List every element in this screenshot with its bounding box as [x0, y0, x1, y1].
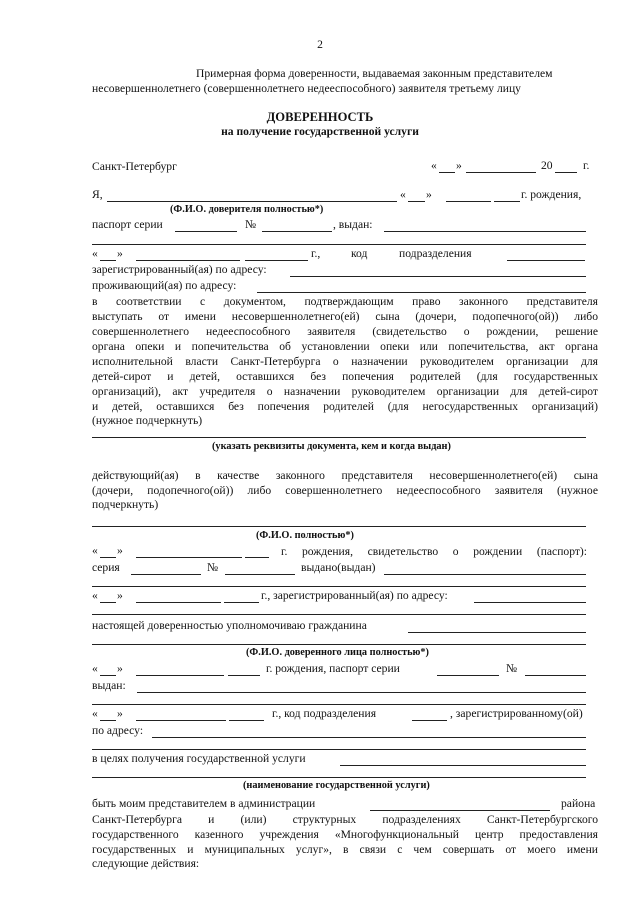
passport-series-field[interactable] — [175, 231, 237, 232]
child-name-field[interactable] — [92, 526, 586, 527]
trustee-birth-open-quote: « — [92, 662, 98, 675]
birth-year-field[interactable] — [494, 201, 520, 202]
issue-date-close-quote: » — [117, 247, 123, 260]
grantor-name-field[interactable] — [107, 201, 397, 202]
trustee-issue-month-field[interactable] — [136, 720, 226, 721]
child-address-field[interactable] — [474, 602, 586, 603]
doc-paragraph-line: и детей, оставшихся без попечения родителей (для негосударственных организаций) — [92, 400, 598, 413]
residing-label: проживающий(ая) по адресу: — [92, 279, 237, 292]
residing-address-field[interactable] — [257, 292, 586, 293]
month-field[interactable] — [466, 172, 536, 173]
day-field[interactable] — [439, 172, 455, 173]
birth-date-close-quote: » — [426, 188, 432, 201]
child-birth-month-field[interactable] — [136, 557, 242, 558]
trustee-birth-month-field[interactable] — [136, 675, 224, 676]
representative-line: государственного казенного учреждения «Многофункциональный центр предоставления — [92, 828, 598, 841]
passport-number-field[interactable] — [262, 231, 332, 232]
division-code-field[interactable] — [507, 260, 585, 261]
service-name-field-2[interactable] — [92, 777, 586, 778]
trustee-name-field[interactable] — [408, 632, 586, 633]
issue-day-field[interactable] — [100, 260, 116, 261]
trustee-issue-close-quote: » — [117, 707, 123, 720]
ya-label: Я, — [92, 188, 103, 201]
child-birth-day-field[interactable] — [100, 557, 116, 558]
child-registered-label: г., зарегистрированный(ая) по адресу: — [261, 589, 448, 602]
document-title: ДОВЕРЕННОСТЬ — [266, 110, 374, 124]
doc-paragraph-line: выступать от имени несовершеннолетнего(ей) сына (дочери, подопечного(ой)) либо — [92, 310, 598, 323]
child-birth-close-quote: » — [117, 544, 123, 557]
doc-paragraph-line: исполнительной власти Санкт-Петербурга о назначении руководителем организации для — [92, 355, 598, 368]
issue-month-field[interactable] — [136, 260, 240, 261]
doc-paragraph-line: в соответствии с документом, подтверждающим право законного представителя — [92, 295, 598, 308]
year-field[interactable] — [555, 172, 577, 173]
trustee-issue-open-quote: « — [92, 707, 98, 720]
document-subtitle: на получение государственной услуги — [221, 125, 419, 138]
issue-year-field[interactable] — [245, 260, 308, 261]
trustee-birth-close-quote: » — [117, 662, 123, 675]
child-issue-month-field[interactable] — [136, 602, 221, 603]
child-issued-by-field[interactable] — [384, 574, 586, 575]
year-prefix: 20 — [541, 159, 553, 172]
representative-line-right: района — [561, 797, 596, 810]
trustee-birth-day-field[interactable] — [100, 675, 116, 676]
caption-document: (указать реквизиты документа, кем и когда выдан) — [212, 441, 451, 452]
child-birth-year-field[interactable] — [245, 557, 269, 558]
child-address-field-2[interactable] — [92, 614, 586, 615]
child-number-field[interactable] — [225, 574, 295, 575]
trustee-issued-by-field[interactable] — [137, 692, 586, 693]
trustee-address-field-2[interactable] — [92, 749, 586, 750]
representative-line: государственных и муниципальных услуг», в связи с чем совершать от моего имени — [92, 843, 598, 856]
born-suffix: г. рождения, — [521, 188, 582, 201]
registered-label: зарегистрированный(ая) по адресу: — [92, 263, 267, 276]
trustee-birth-label: г. рождения, паспорт серии — [266, 662, 400, 675]
representative-line-left: быть моим представителем в администрации — [92, 797, 316, 810]
issued-label: , выдан: — [333, 218, 373, 231]
birth-date-open-quote: « — [400, 188, 406, 201]
doc-paragraph-line: совершеннолетнего недееспособного заявителя (свидетельство о рождении, решение — [92, 325, 598, 338]
service-name-field[interactable] — [340, 765, 586, 766]
child-issued-by-field-2[interactable] — [92, 586, 586, 587]
child-issue-open-quote: « — [92, 589, 98, 602]
header-line-2: несовершеннолетнего (совершеннолетнего недееспособного) заявителя третьему лицу — [92, 82, 521, 95]
doc-paragraph-line: органа опеки и попечительства об установлении опеки или попечительства, акт органа — [92, 340, 598, 353]
passport-number-sign: № — [245, 218, 257, 231]
doc-paragraph-line: детей-сирот и детей, оставшихся без попечения родителей (для государственных — [92, 370, 598, 383]
birth-day-field[interactable] — [408, 201, 425, 202]
representative-last: следующие действия: — [92, 857, 200, 870]
child-birth-label: г. рождения, свидетельство о рождении (паспорт): — [281, 545, 587, 558]
date-close-quote: » — [456, 159, 462, 172]
page-number: 2 — [317, 38, 323, 51]
series-label: серия — [92, 561, 120, 574]
acting-paragraph-last: подчеркнуть) — [92, 498, 159, 511]
child-number-sign: № — [207, 561, 219, 574]
header-line-1: Примерная форма доверенности, выдаваемая законным представителем — [196, 67, 553, 80]
acting-paragraph-line: действующий(ая) в качестве законного представителя несовершеннолетнего(ей) сына — [92, 469, 598, 482]
kod-label: код — [351, 247, 368, 260]
trustee-division-code-field[interactable] — [412, 720, 447, 721]
issued-by-field[interactable] — [384, 231, 586, 232]
child-birth-open-quote: « — [92, 544, 98, 557]
trustee-issue-day-field[interactable] — [100, 720, 116, 721]
trustee-issued-by-field-2[interactable] — [92, 704, 586, 705]
doc-paragraph-last: (нужное подчеркнуть) — [92, 414, 203, 427]
trustee-kod-label: г., код подразделения — [272, 707, 377, 720]
trustee-issued-label: выдан: — [92, 679, 126, 692]
document-details-field[interactable] — [92, 437, 586, 438]
trustee-address-field[interactable] — [152, 737, 586, 738]
trustee-series-field[interactable] — [437, 675, 499, 676]
caption-grantor: (Ф.И.О. доверителя полностью*) — [170, 204, 324, 215]
caption-full-name: (Ф.И.О. полностью*) — [256, 530, 354, 541]
trustee-number-sign: № — [506, 662, 518, 675]
issue-date-open-quote: « — [92, 247, 98, 260]
trustee-number-field[interactable] — [525, 675, 586, 676]
caption-service: (наименование государственной услуги) — [243, 780, 430, 791]
date-open-quote: « — [431, 159, 437, 172]
po-adresu-label: по адресу: — [92, 724, 144, 737]
city: Санкт-Петербург — [92, 160, 177, 173]
acting-paragraph-line: (дочери, подопечного(ой)) либо совершеннолетнего недееспособного заявителя (нужное — [92, 484, 598, 497]
child-issued-label: выдано(выдан) — [301, 561, 376, 574]
issue-year-suffix: г., — [311, 247, 321, 260]
year-suffix: г. — [583, 159, 590, 172]
passport-series-label: паспорт серии — [92, 218, 163, 231]
district-field[interactable] — [370, 810, 550, 811]
trustee-issue-year-field[interactable] — [229, 720, 264, 721]
podrazdeleniya-label: подразделения — [399, 247, 472, 260]
child-series-field[interactable] — [131, 574, 201, 575]
caption-trustee: (Ф.И.О. доверенного лица полностью*) — [246, 647, 429, 658]
purpose-label: в целях получения государственной услуги — [92, 752, 306, 765]
birth-month-field[interactable] — [446, 201, 491, 202]
child-issue-year-field[interactable] — [224, 602, 259, 603]
registered-address-field[interactable] — [290, 276, 586, 277]
trustee-birth-year-field[interactable] — [228, 675, 260, 676]
representative-line: Санкт-Петербурга и (или) структурных подразделениях Санкт-Петербургского — [92, 813, 598, 826]
trustee-registered-label: , зарегистрированному(ой) — [450, 707, 583, 720]
child-issue-close-quote: » — [117, 589, 123, 602]
issued-by-field-2[interactable] — [92, 244, 586, 245]
doc-paragraph-line: организаций), акт учредителя о назначении руководителем организации для детей-сирот — [92, 385, 598, 398]
trustee-name-field-2[interactable] — [92, 644, 586, 645]
child-issue-day-field[interactable] — [100, 602, 116, 603]
authorize-label: настоящей доверенностью уполномочиваю гражданина — [92, 619, 367, 632]
